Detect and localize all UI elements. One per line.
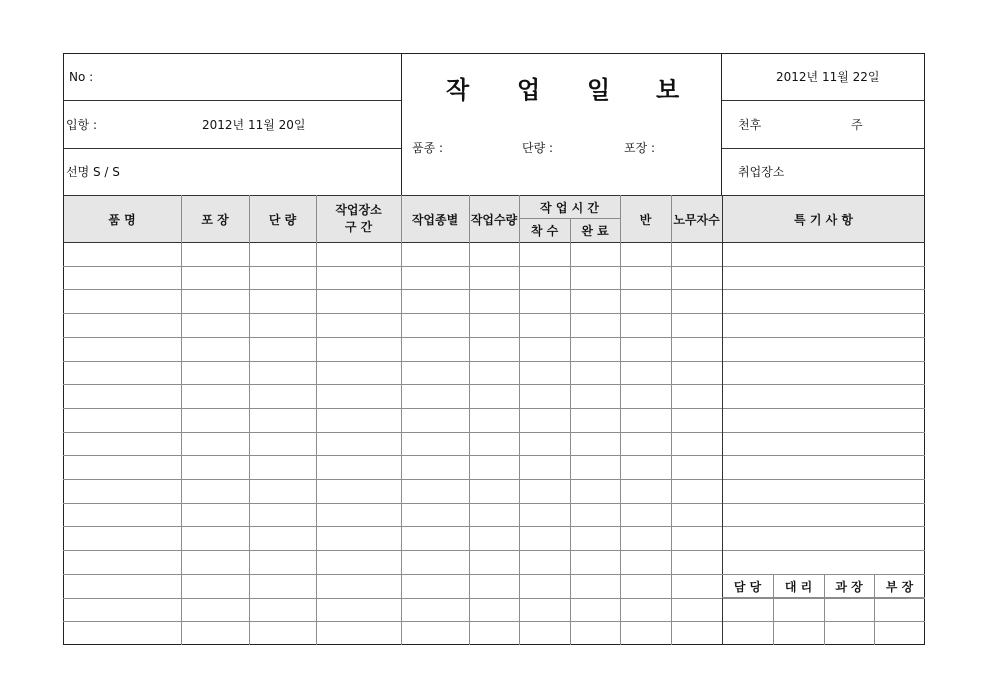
title-char: 업 — [517, 76, 541, 104]
weather-label: 천후 — [738, 118, 762, 132]
approval-label: 부 장 — [885, 580, 914, 594]
workplace-label: 취업장소 — [738, 165, 785, 179]
table-row-divider — [63, 361, 925, 362]
header-weight: 단 량 — [268, 213, 297, 227]
header-shift: 반 — [639, 213, 652, 227]
table-row-divider — [63, 266, 925, 267]
weight-label: 단량 : — [522, 141, 554, 155]
table-row-divider — [63, 408, 925, 409]
header-location-line2: 구 간 — [344, 220, 373, 234]
table-row-divider — [63, 621, 925, 622]
header-work-time: 작 업 시 간 — [540, 201, 599, 215]
header-work-type: 작업종별 — [411, 213, 459, 227]
title-char: 보 — [656, 76, 680, 104]
vessel-label: 선명 S / S — [66, 165, 120, 179]
table-row-divider — [63, 503, 925, 504]
no-label: No : — [69, 70, 94, 84]
table-column-divider — [570, 218, 571, 645]
table-row-divider — [63, 598, 925, 599]
title-char: 작 — [446, 76, 470, 104]
divider — [63, 100, 401, 101]
header-finish: 완 료 — [581, 224, 609, 238]
table-column-divider — [469, 195, 470, 645]
header-start: 착 수 — [530, 224, 559, 238]
report-date: 2012년 11월 22일 — [776, 70, 880, 84]
approval-label: 과 장 — [835, 580, 863, 594]
divider — [722, 148, 925, 149]
arrival-date: 2012년 11월 20일 — [202, 118, 306, 132]
header-remarks: 특 기 사 항 — [794, 213, 853, 227]
approval-label: 담 당 — [733, 580, 762, 594]
table-row-divider — [63, 455, 925, 456]
title-char: 일 — [587, 76, 611, 104]
header-workers: 노무자수 — [673, 213, 720, 227]
divider — [63, 195, 925, 196]
header-product: 품 명 — [108, 213, 136, 227]
approval-label: 대 리 — [784, 580, 813, 594]
divider — [63, 148, 401, 149]
table-row-divider — [63, 384, 925, 385]
table-row-divider — [63, 526, 925, 527]
table-column-divider — [722, 195, 723, 645]
divider — [722, 100, 925, 101]
weather-value: 주 — [851, 118, 863, 132]
header-work-qty: 작업수량 — [470, 213, 518, 227]
header-location-line1: 작업장소 — [335, 203, 382, 217]
table-row-divider — [63, 550, 925, 551]
divider — [63, 242, 925, 243]
arrival-label: 입항 : — [66, 118, 98, 132]
divider — [722, 597, 925, 598]
table-row-divider — [63, 289, 925, 290]
table-row-divider — [63, 337, 925, 338]
table-row-divider — [63, 313, 925, 314]
title-box — [401, 53, 722, 196]
item-label: 품종 : — [412, 141, 444, 155]
table-column-divider — [316, 195, 317, 645]
header-package: 포 장 — [201, 213, 229, 227]
table-column-divider — [671, 195, 672, 645]
table-column-divider — [620, 195, 621, 645]
divider — [722, 574, 925, 575]
table-column-divider — [249, 195, 250, 645]
table-row-divider — [63, 432, 925, 433]
table-row-divider — [63, 479, 925, 480]
table-column-divider — [401, 195, 402, 645]
package-label: 포장 : — [624, 141, 656, 155]
table-column-divider — [519, 195, 520, 645]
table-column-divider — [181, 195, 182, 645]
